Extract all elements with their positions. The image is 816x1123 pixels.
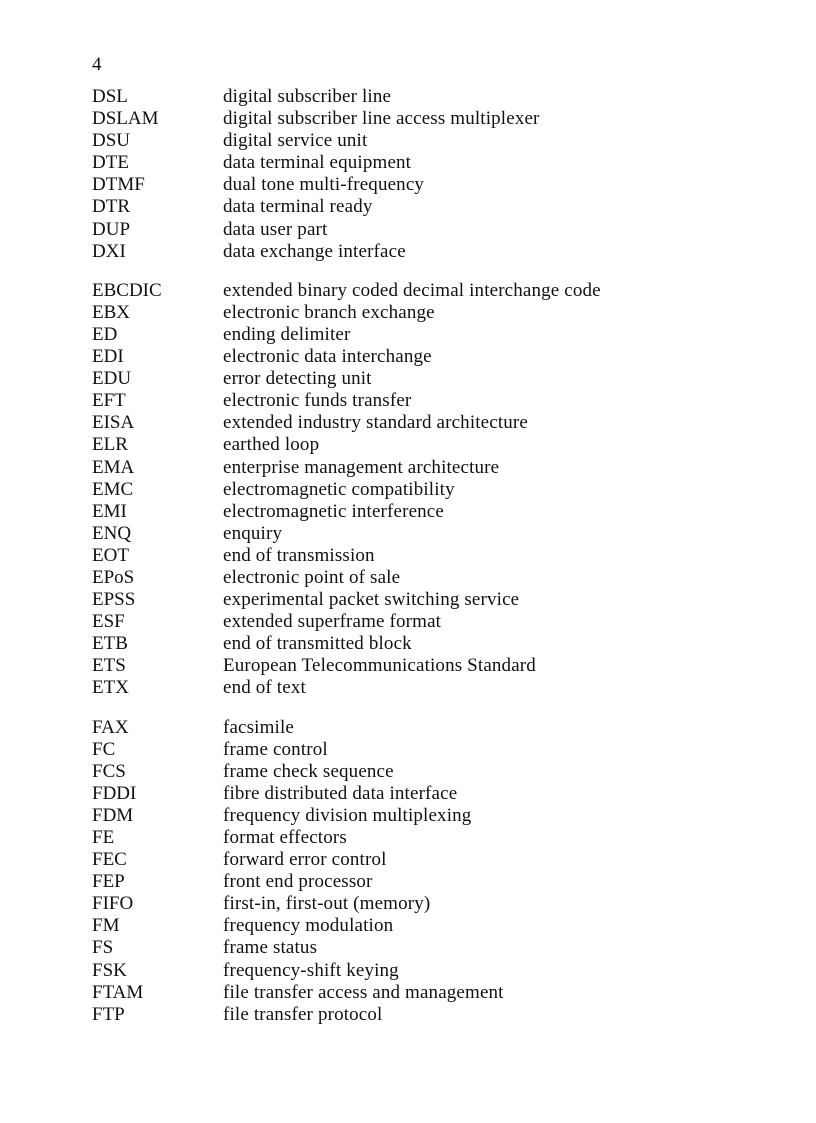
entry-definition: experimental packet switching service (223, 589, 520, 611)
entry-definition: extended binary coded decimal interchange code (223, 279, 601, 301)
glossary-entry (92, 611, 732, 633)
entry-abbreviation: DUP (92, 218, 131, 240)
page-number: 4 (92, 54, 102, 75)
entry-definition: digital subscriber line (223, 86, 392, 107)
glossary-entry (92, 457, 732, 479)
entry-definition: frequency modulation (223, 915, 394, 937)
entry-definition: digital subscriber line access multiplexer (223, 108, 540, 130)
entry-definition: electromagnetic compatibility (223, 478, 455, 500)
entry-abbreviation: ENQ (92, 522, 132, 544)
entry-definition: electronic data interchange (223, 346, 432, 368)
entry-abbreviation: ETB (92, 633, 128, 655)
entry-definition: frame status (223, 937, 318, 959)
entry-definition: facsimile (223, 716, 294, 738)
entry-definition: electromagnetic interference (223, 500, 444, 522)
entry-abbreviation: FDM (92, 804, 134, 826)
entry-abbreviation: EDI (92, 346, 124, 368)
glossary-entry (92, 196, 732, 218)
glossary-entry (92, 346, 732, 368)
glossary-entry (92, 219, 732, 241)
glossary-entry (92, 302, 732, 324)
glossary-entry (92, 717, 732, 739)
entry-definition: first-in, first-out (memory) (223, 893, 431, 915)
entry-definition: extended industry standard architecture (223, 412, 528, 434)
entry-abbreviation: FS (92, 937, 114, 959)
entry-abbreviation: ED (92, 323, 118, 345)
glossary-entry (92, 241, 732, 263)
glossary-entry (92, 501, 732, 523)
glossary-entry (92, 523, 732, 545)
entry-definition: frequency-shift keying (223, 959, 399, 981)
entry-abbreviation: EPoS (92, 566, 135, 588)
entry-definition: extended superframe format (223, 611, 442, 633)
entry-abbreviation: FEP (92, 871, 125, 893)
glossary-entry (92, 805, 732, 827)
entry-definition: end of transmission (223, 544, 375, 566)
glossary-entry (92, 633, 732, 655)
entry-definition: frame check sequence (223, 760, 394, 782)
glossary-entry (92, 130, 732, 152)
entry-definition: file transfer protocol (223, 1003, 383, 1025)
entry-definition: dual tone multi-frequency (223, 174, 425, 196)
entry-abbreviation: EOT (92, 544, 129, 566)
glossary-entry (92, 893, 732, 915)
glossary-entry (92, 390, 732, 412)
entry-abbreviation: ETS (92, 655, 126, 677)
entry-definition: frame control (223, 738, 328, 760)
entry-abbreviation: FDDI (92, 782, 137, 804)
abbreviation-group-d (92, 86, 732, 263)
glossary-entry (92, 739, 732, 761)
entry-abbreviation: ELR (92, 434, 128, 456)
entry-definition: digital service unit (223, 130, 368, 152)
entry-abbreviation: FM (92, 915, 120, 937)
glossary-entry (92, 915, 732, 937)
entry-abbreviation: EBCDIC (92, 279, 162, 301)
glossary-entry (92, 761, 732, 783)
glossary-entry (92, 783, 732, 805)
entry-abbreviation: DTMF (92, 174, 145, 196)
entry-abbreviation: DSU (92, 130, 131, 152)
entry-definition: ending delimiter (223, 323, 351, 345)
entry-abbreviation: ESF (92, 611, 125, 633)
entry-abbreviation: EMC (92, 478, 134, 500)
entry-abbreviation: EBX (92, 301, 130, 323)
glossary-entry (92, 960, 732, 982)
entry-definition: format effectors (223, 827, 347, 848)
entry-definition: forward error control (223, 849, 387, 871)
entry-abbreviation: FAX (92, 716, 129, 738)
entry-abbreviation: EPSS (92, 589, 136, 611)
glossary-entry (92, 871, 732, 893)
glossary-entry (92, 545, 732, 567)
entry-abbreviation: DTE (92, 152, 129, 174)
entry-definition: end of transmitted block (223, 633, 412, 655)
glossary-entry (92, 849, 732, 871)
entry-definition: error detecting unit (223, 368, 372, 390)
entry-abbreviation: EMA (92, 456, 135, 478)
entry-abbreviation: DTR (92, 196, 130, 218)
abbreviation-list (92, 86, 732, 1026)
entry-definition: enquiry (223, 522, 283, 544)
entry-abbreviation: FTP (92, 1003, 125, 1025)
glossary-entry (92, 108, 732, 130)
entry-abbreviation: FEC (92, 849, 127, 871)
entry-definition: electronic funds transfer (223, 390, 412, 412)
entry-abbreviation: DSL (92, 86, 128, 107)
entry-definition: frequency division multiplexing (223, 804, 472, 826)
glossary-entry (92, 827, 732, 849)
entry-abbreviation: FIFO (92, 893, 134, 915)
abbreviation-group-f (92, 717, 732, 1026)
glossary-entry (92, 280, 732, 302)
glossary-entry (92, 86, 732, 108)
entry-abbreviation: EISA (92, 412, 135, 434)
entry-abbreviation: DXI (92, 240, 126, 262)
entry-definition: data terminal equipment (223, 152, 412, 174)
glossary-entry (92, 324, 732, 346)
glossary-entry (92, 1004, 732, 1026)
entry-abbreviation: FE (92, 827, 115, 848)
entry-abbreviation: EMI (92, 500, 127, 522)
entry-definition: data terminal ready (223, 196, 373, 218)
entry-definition: European Telecommunications Standard (223, 655, 536, 677)
entry-definition: end of text (223, 677, 306, 699)
glossary-entry (92, 174, 732, 196)
entry-definition: data exchange interface (223, 240, 406, 262)
entry-definition: electronic branch exchange (223, 301, 435, 323)
glossary-entry (92, 368, 732, 390)
glossary-entry (92, 937, 732, 959)
glossary-entry (92, 479, 732, 501)
entry-abbreviation: EDU (92, 368, 132, 390)
entry-definition: electronic point of sale (223, 566, 401, 588)
glossary-entry (92, 589, 732, 611)
entry-definition: file transfer access and management (223, 981, 504, 1003)
glossary-entry (92, 655, 732, 677)
entry-abbreviation: EFT (92, 390, 126, 412)
glossary-entry (92, 982, 732, 1004)
entry-abbreviation: FCS (92, 760, 126, 782)
entry-definition: front end processor (223, 871, 373, 893)
glossary-entry (92, 677, 732, 699)
glossary-page (92, 54, 732, 1026)
entry-definition: data user part (223, 218, 328, 240)
entry-definition: enterprise management architecture (223, 456, 500, 478)
glossary-entry (92, 434, 732, 456)
glossary-entry (92, 567, 732, 589)
entry-definition: earthed loop (223, 434, 320, 456)
abbreviation-group-e (92, 280, 732, 700)
entry-abbreviation: FC (92, 738, 116, 760)
glossary-entry (92, 412, 732, 434)
entry-definition: fibre distributed data interface (223, 782, 458, 804)
glossary-entry (92, 152, 732, 174)
entry-abbreviation: DSLAM (92, 108, 159, 130)
entry-abbreviation: FTAM (92, 981, 144, 1003)
entry-abbreviation: FSK (92, 959, 127, 981)
entry-abbreviation: ETX (92, 677, 129, 699)
